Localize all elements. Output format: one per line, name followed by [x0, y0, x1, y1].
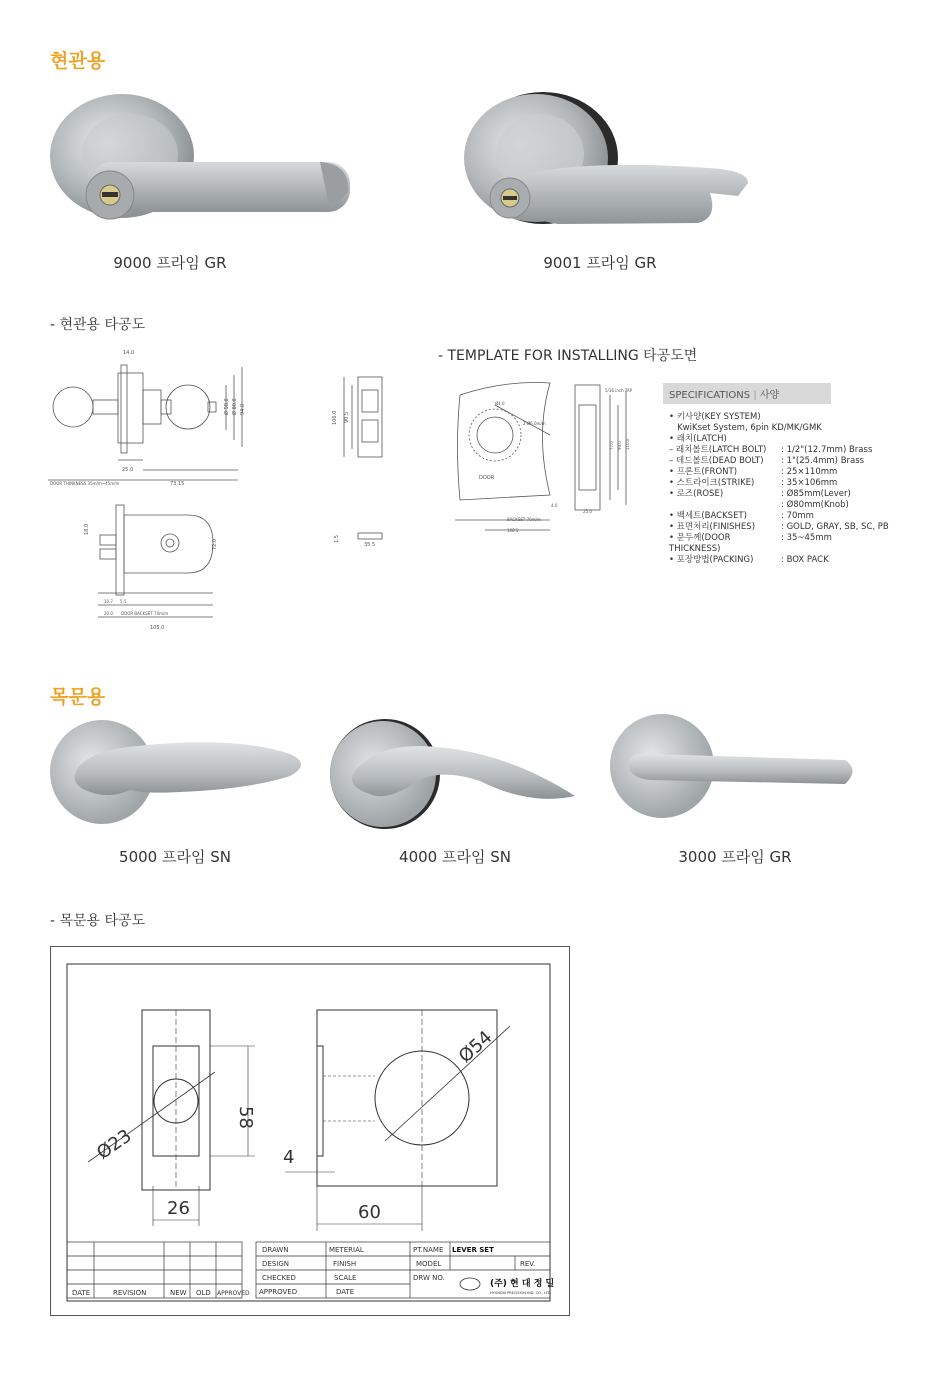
- spec-value: : 35~45mm: [781, 533, 832, 543]
- product-label-5000: 5000 프라임 SN: [119, 848, 231, 866]
- latch-10-7: 10.7: [104, 599, 113, 604]
- specifications-panel: [663, 383, 893, 566]
- dim-58-wood: 58: [235, 1106, 256, 1129]
- template-door: DOOR: [479, 475, 495, 481]
- dim-58: Ø 58.0: [224, 398, 230, 415]
- tb-date: DATE: [72, 1289, 91, 1297]
- latch-20: 20.0: [104, 611, 113, 616]
- tb-design: DESIGN: [262, 1260, 289, 1268]
- spec-key: • 래치(LATCH): [669, 434, 727, 444]
- tb-old: OLD: [196, 1289, 211, 1297]
- dim-73: 73.15: [170, 481, 185, 487]
- product-image-9001: [448, 88, 758, 238]
- latch-backset: DOOR BACKSET 70m/m: [121, 611, 169, 616]
- template-94: 94.0: [617, 441, 622, 450]
- spec-key: • 키사양(KEY SYSTEM): [669, 412, 761, 422]
- dim-phi-54: Ø54: [454, 1026, 497, 1068]
- dim-26: 26: [167, 1198, 190, 1219]
- product-label-9001: 9001 프라임 GR: [543, 254, 657, 272]
- product-label-3000: 3000 프라임 GR: [678, 848, 792, 866]
- latch-105: 105.0: [150, 625, 165, 631]
- dim-25: 25.0: [122, 467, 134, 473]
- spec-value: [781, 412, 893, 423]
- strike-35: 35.5: [364, 542, 376, 548]
- template-25: 25.0: [583, 509, 592, 514]
- section-title-wood: 목문용: [50, 686, 106, 708]
- company-logo-icon: [460, 1278, 480, 1290]
- template-2d6: 2-Ø6.0m/m: [523, 421, 546, 426]
- spec-key: • 표면처리(FINISHES): [669, 522, 756, 532]
- dim-94: 94.0: [240, 403, 246, 415]
- tb-ptname-value: LEVER SET: [452, 1246, 494, 1254]
- tb-drawn: DRAWN: [262, 1246, 289, 1254]
- specifications-header: SPECIFICATIONS | 사양: [663, 383, 831, 404]
- spec-value: : 70mm: [781, 511, 814, 521]
- dim-14: 14.0: [123, 350, 135, 356]
- product-label-4000: 4000 프라임 SN: [399, 848, 511, 866]
- spec-key: • 스트라이크(STRIKE): [669, 478, 755, 488]
- spec-key: • 로즈(ROSE): [669, 489, 724, 499]
- dim-4: 4: [283, 1147, 295, 1168]
- latch-5-5: 5.5: [120, 599, 127, 604]
- strike-106: 106.0: [332, 410, 338, 425]
- template-77: 77.0: [609, 441, 614, 450]
- tb-date-2: DATE: [336, 1288, 355, 1296]
- wood-technical-drawing: [50, 946, 570, 1316]
- spec-row: [669, 478, 893, 489]
- spec-key: • 백세트(BACKSET): [669, 511, 747, 521]
- specifications-title: SPECIFICATIONS: [669, 390, 751, 401]
- spec-key: • 프론트(FRONT): [669, 467, 738, 477]
- spec-row: [669, 500, 893, 511]
- product-image-9000: [50, 92, 360, 232]
- spec-row: [669, 533, 893, 555]
- tb-new: NEW: [170, 1289, 187, 1297]
- spec-row: [669, 456, 893, 467]
- spec-row: [669, 412, 893, 423]
- spec-value: : 1"(25.4mm) Brass: [781, 456, 865, 466]
- entrance-drawing-heading: - 현관용 타공도: [50, 317, 146, 333]
- template-heading: - TEMPLATE FOR INSTALLING 타공도면: [438, 348, 698, 364]
- spec-row: [669, 445, 893, 456]
- strike-90: 90.5: [344, 411, 350, 423]
- spec-key: [669, 500, 781, 511]
- section-title-entrance: 현관용: [50, 50, 106, 72]
- latch-18: 18.0: [84, 523, 90, 535]
- wood-drawing-heading: - 목문용 타공도: [50, 913, 146, 929]
- template-drawing: [455, 375, 655, 535]
- tb-scale: SCALE: [334, 1274, 357, 1282]
- spec-value: : Ø80mm(Knob): [781, 500, 849, 510]
- dim-phi-23: Ø23: [93, 1125, 136, 1164]
- template-tap: 5/16 inch TAP: [605, 388, 633, 393]
- spec-value: [781, 434, 893, 445]
- spec-value: : Ø85mm(Lever): [781, 489, 851, 499]
- spec-value: : BOX PACK: [781, 555, 829, 565]
- spec-row: [669, 434, 893, 445]
- latch-72: 72.0: [212, 538, 218, 550]
- strike-1-5: 1.5: [334, 535, 340, 543]
- product-image-3000: [610, 712, 870, 828]
- tb-dwg-no: DRW NO.: [413, 1274, 445, 1282]
- tb-checked: CHECKED: [262, 1274, 296, 1282]
- product-label-9000: 9000 프라임 GR: [113, 254, 227, 272]
- template-d4: Ø4.0: [495, 401, 505, 406]
- dim-80: Ø 80.0: [232, 398, 238, 415]
- spec-row: [669, 423, 893, 434]
- product-image-4000: [330, 716, 590, 832]
- tb-material: METERIAL: [329, 1246, 364, 1254]
- dim-60: 60: [358, 1202, 381, 1223]
- template-4: 4.0: [551, 503, 558, 508]
- spec-value: : GOLD, GRAY, SB, SC, PB: [781, 522, 889, 532]
- template-108: 108.5: [507, 528, 519, 533]
- spec-key: • 포장방법(PACKING): [669, 555, 754, 565]
- tb-approved-2: APPROVED: [259, 1288, 298, 1296]
- spec-row: [669, 489, 893, 500]
- door-thickness-note: DOOR THINKNESS 35m/m~45m/m: [50, 481, 120, 486]
- tb-company: (주) 현 대 정 밀: [490, 1279, 555, 1289]
- tb-rev: REV.: [520, 1260, 536, 1268]
- spec-value: : 1/2"(12.7mm) Brass: [781, 445, 873, 455]
- tb-ptname: PT.NAME: [413, 1246, 444, 1254]
- tb-finish: FINISH: [333, 1260, 357, 1268]
- spec-value: : 25×110mm: [781, 467, 838, 477]
- tb-model: MODEL: [416, 1260, 442, 1268]
- spec-key: – 래치볼트(LATCH BOLT): [669, 445, 767, 455]
- template-110: 110.0: [625, 438, 630, 450]
- spec-row: [669, 555, 893, 566]
- tb-approved: APPROVED: [217, 1290, 250, 1297]
- specifications-subtitle: 사양: [759, 390, 780, 401]
- spec-key: KwiKset System, 6pin KD/MK/GMK: [669, 423, 822, 433]
- spec-row: [669, 467, 893, 478]
- tb-revision: REVISION: [113, 1289, 147, 1297]
- spec-key: – 데드볼트(DEAD BOLT): [669, 456, 764, 466]
- tb-company-en: HYUNDAI PRECISION IND. CO., LTD.: [490, 1291, 552, 1295]
- entrance-technical-drawing: [48, 345, 428, 640]
- product-image-5000: [50, 714, 310, 830]
- specifications-list: [663, 412, 893, 566]
- spec-value: : 35×106mm: [781, 478, 838, 488]
- template-backset: BACKSET 70m/m: [507, 517, 541, 522]
- spec-key: • 문두께(DOOR THICKNESS): [669, 533, 731, 554]
- spec-row: [669, 511, 893, 522]
- spec-row: [669, 522, 893, 533]
